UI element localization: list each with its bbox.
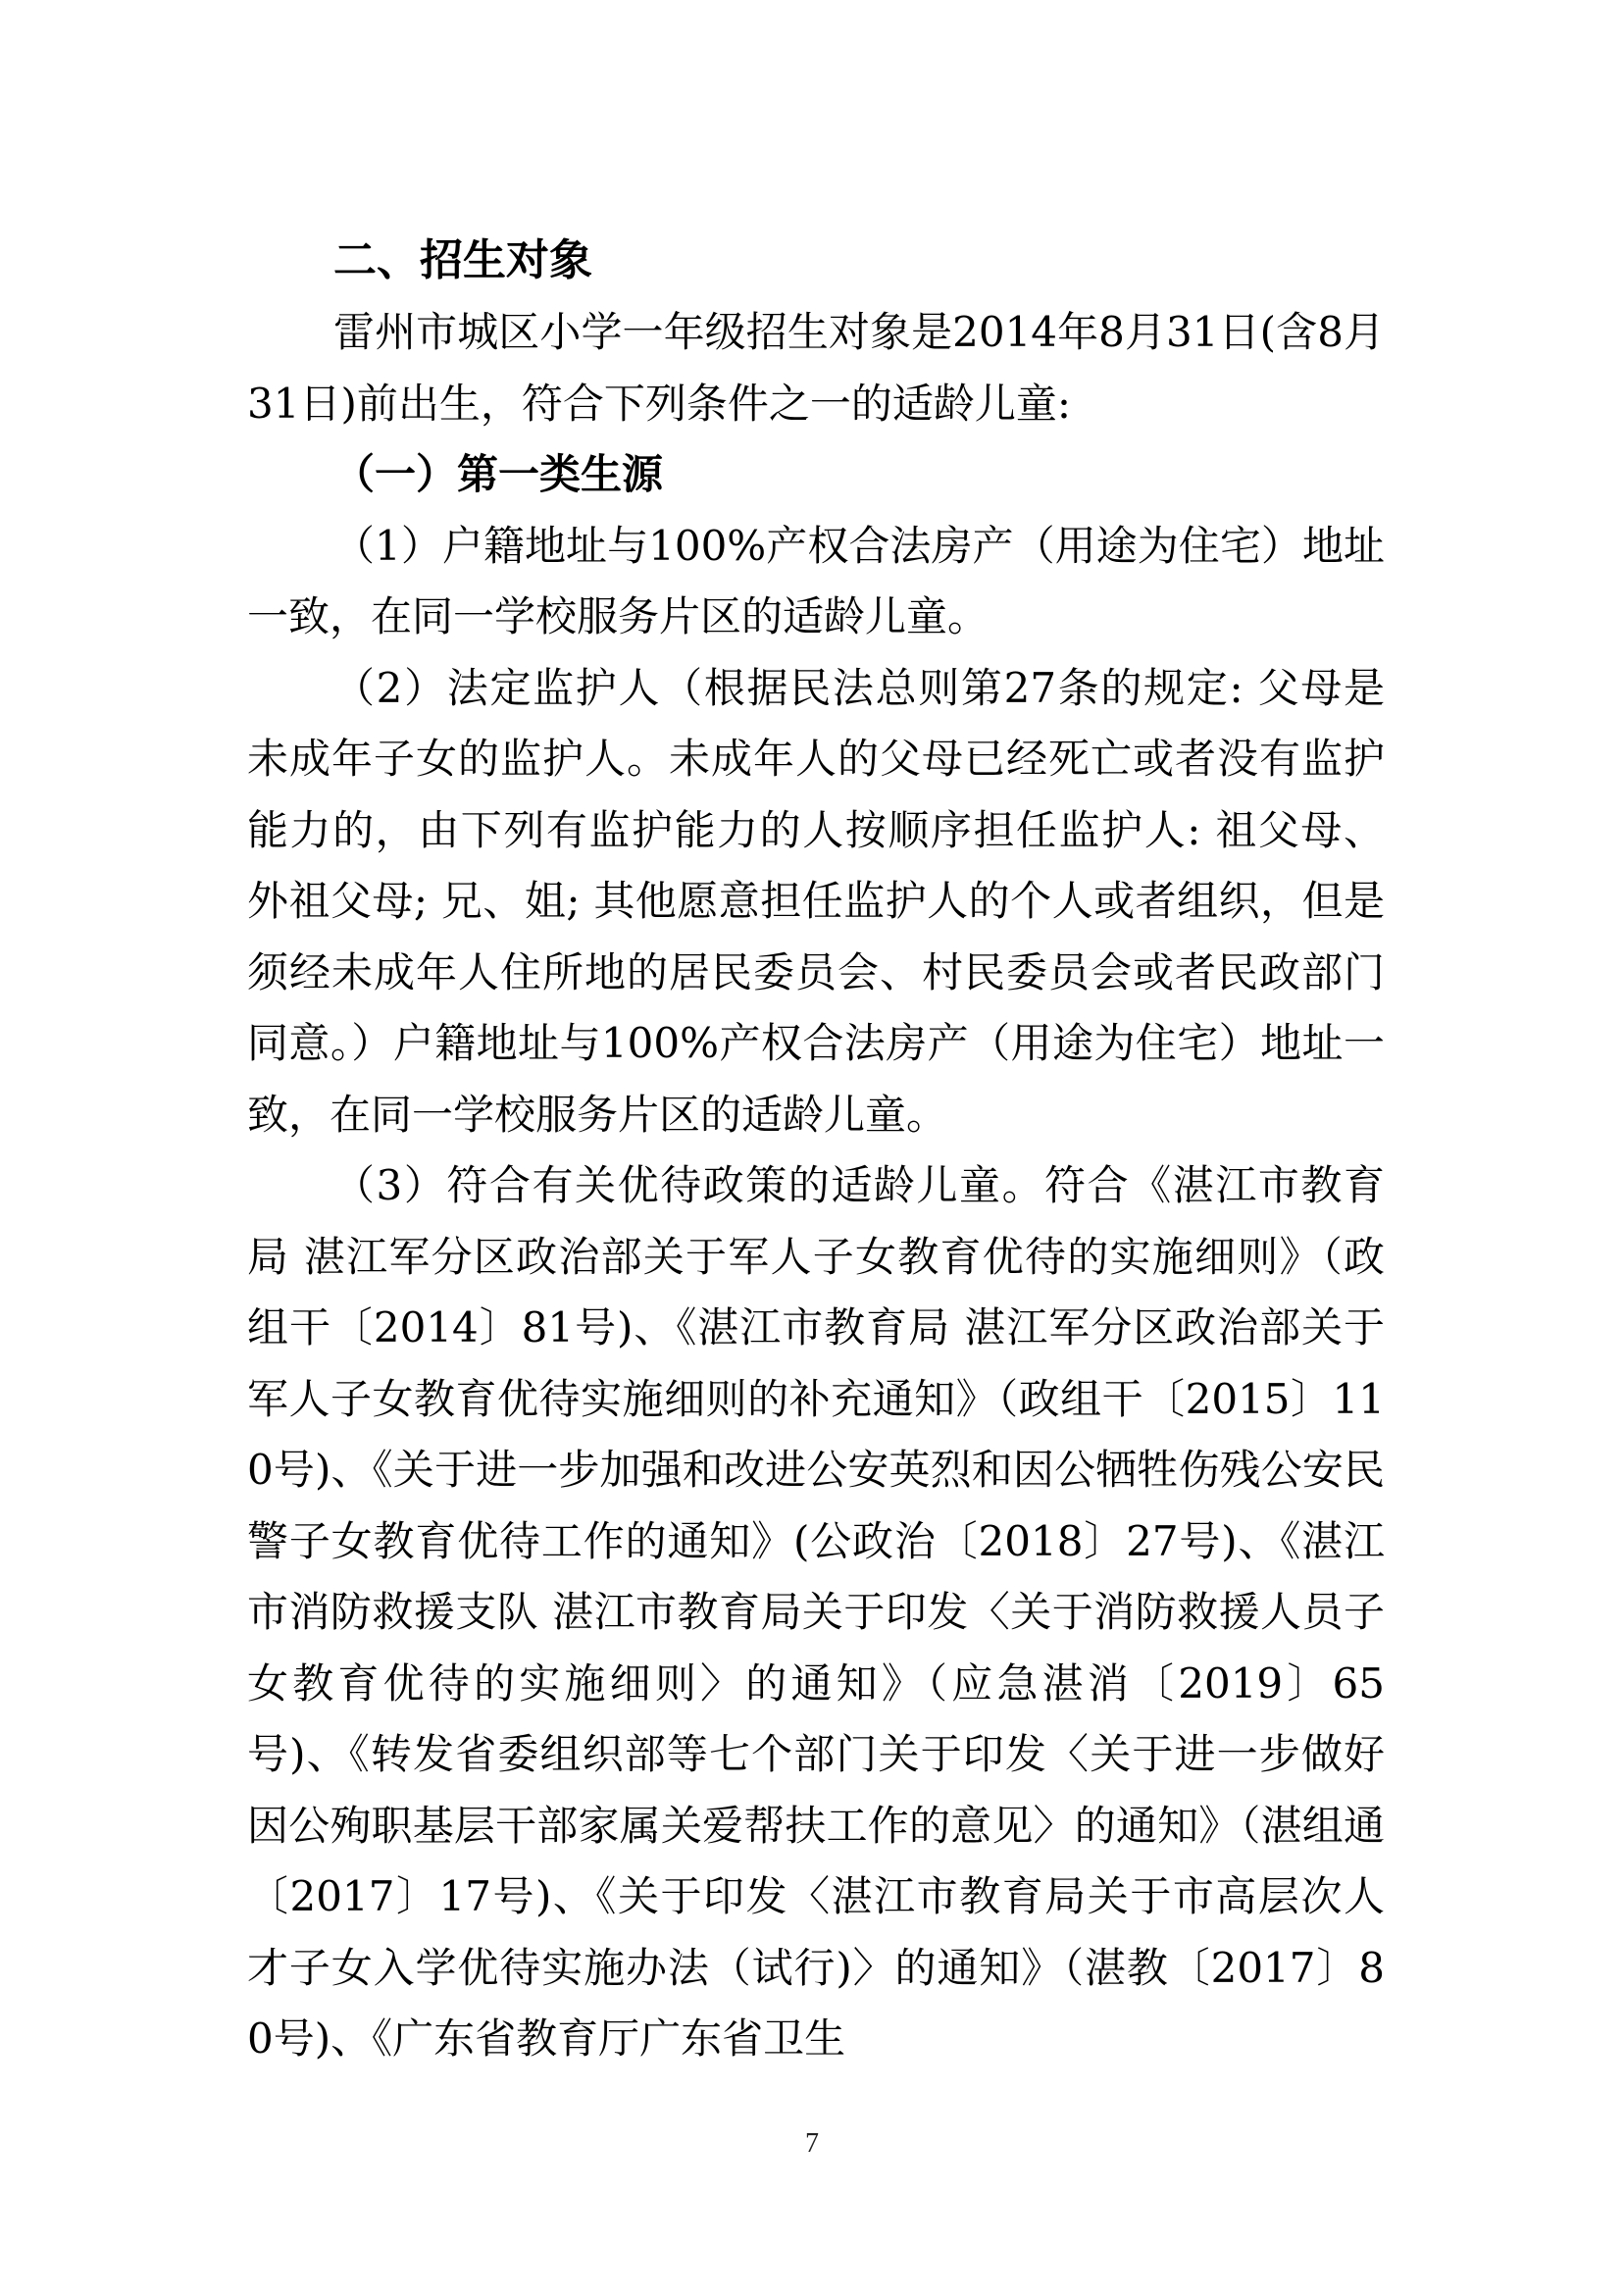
intro-paragraph: 雷州市城区小学一年级招生对象是2014年8月31日(含8月31日)前出生，符合下列条件之一的适龄儿童: [247, 308, 1385, 428]
document-body [247, 224, 1385, 2075]
page-number: 7 [805, 2128, 819, 2159]
section-heading: 二、招生对象 [333, 235, 592, 285]
item-paragraph-3: （3）符合有关优待政策的适龄儿童。符合《湛江市教育局 湛江军分区政治部关于军人子女教育优待的实施细则》（政组干〔2014〕81号)、《湛江市教育局 湛江军分区政治部关于军人子女教育优待实施细则的补充通知》（政组干〔2015〕110号)、《关于进一步加强和改进公安英烈和因公牺牲伤残公安民警子女教育优待工作的通知》(公政治〔2018〕27号)、《湛江市消防救援支队 湛江市教育局关于印发〈关于消防救援人员子女教育优待的实施细则〉的通知》（应急湛消〔2019〕65号)、《转发省委组织部等七个部门关于印发〈关于进一步做好因公殉职基层干部家属关爱帮扶工作的意见〉的通知》（湛组通〔2017〕17号)、《关于印发〈湛江市教育局关于市高层次人才子女入学优待实施办法（试行)〉的通知》（湛教〔2017〕80号)、《广东省教育厅广东省卫生 [247, 1161, 1385, 2063]
subsection-heading: （一）第一类生源 [333, 450, 664, 498]
item-paragraph-2: （2）法定监护人（根据民法总则第27条的规定: 父母是未成年子女的监护人。未成年人的父母已经死亡或者没有监护能力的，由下列有监护能力的人按顺序担任监护人: 祖父母、外祖父母; 兄、姐; 其他愿意担任监护人的个人或者组织，但是须经未成年人住所地的居民委员会、村民委员会或者民政部门同意。）户籍地址与100%产权合法房产（用途为住宅）地址一致，在同一学校服务片区的适龄儿童。 [247, 663, 1385, 1139]
item-paragraph-1: （1）户籍地址与100%产权合法房产（用途为住宅）地址一致，在同一学校服务片区的适龄儿童。 [247, 521, 1385, 640]
